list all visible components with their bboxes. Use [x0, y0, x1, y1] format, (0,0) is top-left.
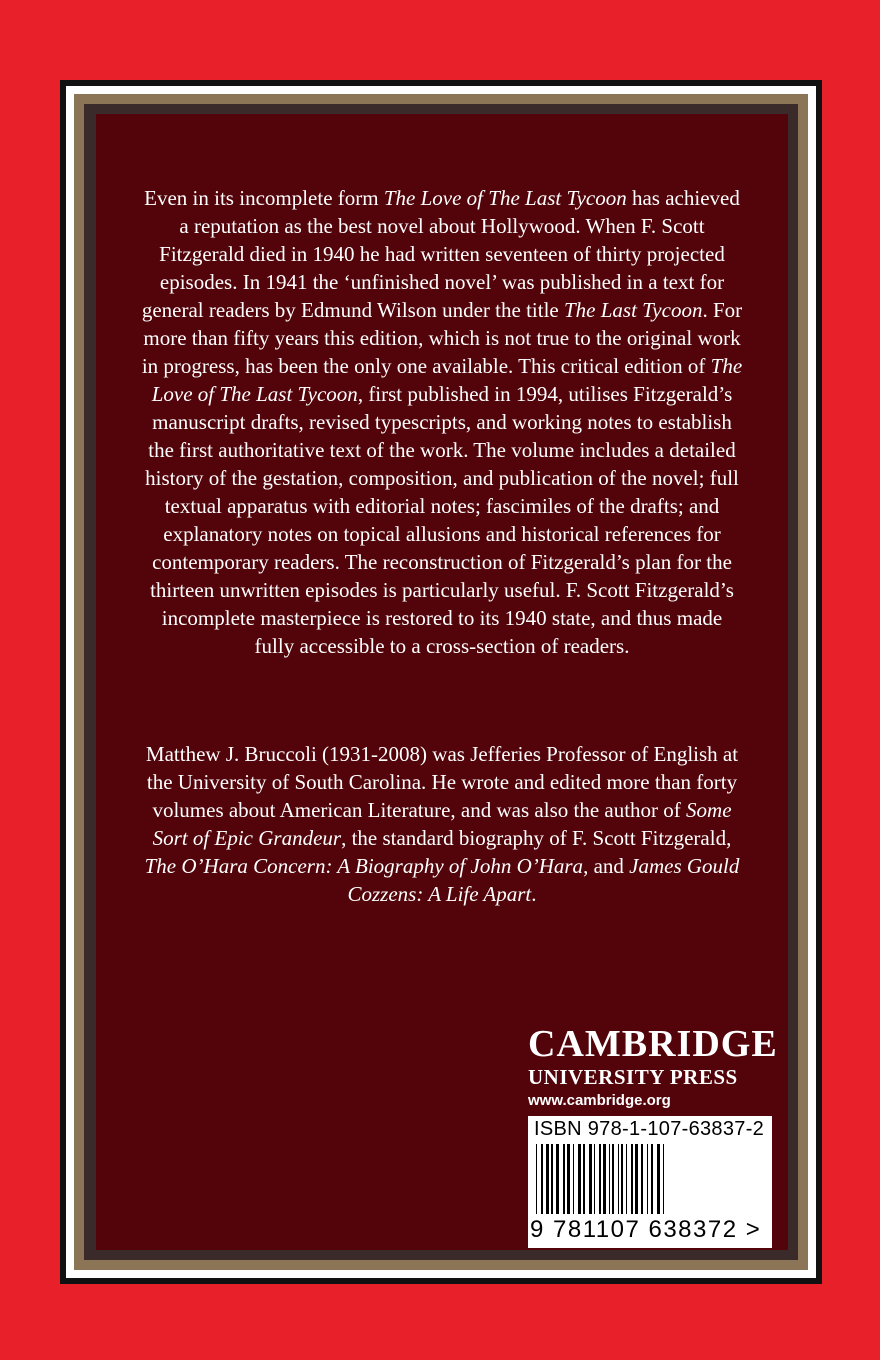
- barcode-bar: [599, 1144, 601, 1214]
- blurb-title: The Love of The Last Tycoon: [383, 186, 627, 210]
- barcode-bar: [567, 1144, 570, 1214]
- barcode-bar: [536, 1144, 537, 1214]
- barcode-bar: [626, 1144, 627, 1214]
- blurb-text: Even in its incomplete form: [144, 186, 384, 210]
- barcode-bar: [546, 1144, 549, 1214]
- bio-text: , and: [583, 854, 630, 878]
- barcode-bar: [551, 1144, 553, 1214]
- barcode-bar: [651, 1144, 653, 1214]
- barcode-bar: [641, 1144, 643, 1214]
- barcode-bar: [563, 1144, 565, 1214]
- barcode-bar: [663, 1144, 664, 1214]
- bio-text: Matthew J. Bruccoli (1931-2008) was Jefferies Professor of English at the University of South Carolina. He wrote and edited more than forty volumes about American Literature, and was also the author of: [145, 742, 739, 822]
- barcode-bar: [657, 1144, 660, 1214]
- blurb-title: The Love of The Last Tycoon: [151, 354, 743, 406]
- book-blurb: [140, 184, 744, 660]
- barcode-digits: 9 781107 638372 >: [530, 1216, 762, 1243]
- barcode-bar: [583, 1144, 585, 1214]
- barcode-bar: [578, 1144, 581, 1214]
- publisher-logo: [528, 1024, 778, 1112]
- barcode-bar: [589, 1144, 592, 1214]
- back-cover-panel: [96, 114, 788, 1250]
- blurb-title: The Last Tycoon: [564, 298, 703, 322]
- publisher-subtitle: UNIVERSITY PRESS: [528, 1065, 738, 1089]
- barcode-bar: [556, 1144, 559, 1214]
- bio-title: The O’Hara Concern: A Biography of John O’Hara: [144, 854, 584, 878]
- barcode-bar: [618, 1144, 619, 1214]
- blurb-text: has achieved a reputation as the best novel about Hollywood. When F. Scott Fitzgerald died in 1940 he had written seventeen of thirty projected episodes. In 1941 the ‘unfinished novel’ was published in a text for general readers by Edmund Wilson under the title: [141, 186, 740, 322]
- bio-title: James Gould Cozzens: A Life Apart: [347, 854, 740, 906]
- author-bio: [140, 740, 744, 908]
- barcode-bar: [541, 1144, 543, 1214]
- barcode-bar: [609, 1144, 610, 1214]
- barcode-bar: [647, 1144, 648, 1214]
- blurb-text: , first published in 1994, utilises Fitzgerald’s manuscript drafts, revised typescripts, and working notes to establish the first authoritative text of the work. The volume includes a detailed history of the gestation, composition, and publication of the novel; full textual apparatus with editorial notes; fascimiles of the drafts; and explanatory notes on topical allusions and historical references for contemporary readers. The reconstruction of Fitzgerald’s plan for the thirteen unwritten episodes is particularly useful. F. Scott Fitzgerald’s incomplete masterpiece is restored to its 1940 state, and thus made fully accessible to a cross-section of readers.: [145, 382, 739, 658]
- isbn-label: ISBN 978-1-107-63837-2: [534, 1118, 765, 1140]
- barcode-bar: [594, 1144, 595, 1214]
- barcode-bar: [621, 1144, 623, 1214]
- blurb-text: . For more than fifty years this edition, which is not true to the original work in progress, has been the only one available. This critical edition of: [141, 298, 743, 378]
- bio-text: , the standard biography of F. Scott Fitzgerald,: [341, 826, 732, 850]
- barcode-bar: [573, 1144, 574, 1214]
- publisher-url: www.cambridge.org: [528, 1092, 671, 1109]
- barcode-bar: [603, 1144, 606, 1214]
- barcode-bar: [612, 1144, 614, 1214]
- bio-text: .: [531, 882, 537, 906]
- bio-title: Some Sort of Epic Grandeur: [152, 798, 732, 850]
- barcode-bar: [635, 1144, 638, 1214]
- barcode-bar: [631, 1144, 633, 1214]
- barcode-bars-icon: [534, 1144, 766, 1214]
- isbn-barcode: [528, 1116, 772, 1248]
- publisher-name: CAMBRIDGE: [528, 1023, 778, 1065]
